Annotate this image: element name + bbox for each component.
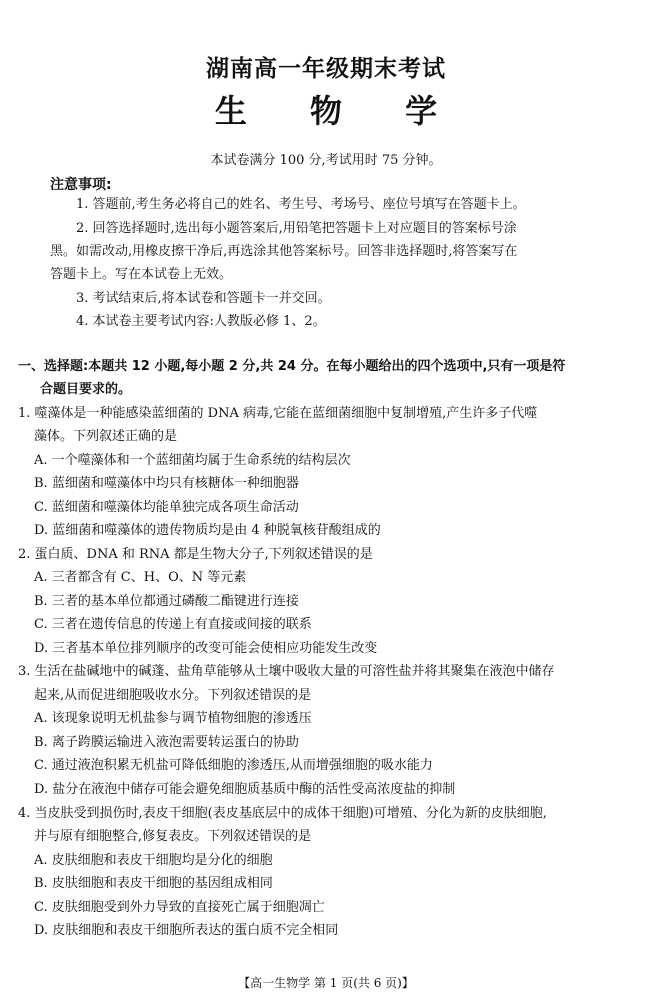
question-stem-cont: 藻体。下列叙述正确的是	[34, 429, 178, 444]
section-heading-cont: 合题目要求的。	[40, 382, 132, 397]
option-b: B. 蓝细菌和噬藻体中均只有核糖体一种细胞器	[34, 476, 299, 491]
question-stem-cont: 并与原有细胞整合,修复表皮。下列叙述错误的是	[34, 829, 312, 844]
exam-info: 本试卷满分 100 分,考试用时 75 分钟。	[210, 153, 442, 168]
question-stem: 1. 噬藻体是一种能感染蓝细菌的 DNA 病毒,它能在蓝细菌细胞中复制增殖,产生许多子代噬	[18, 406, 538, 421]
option-a: A. 该现象说明无机盐参与调节植物细胞的渗透压	[34, 711, 312, 726]
option-b: B. 三者的基本单位都通过磷酸二酯键进行连接	[34, 594, 299, 609]
option-b: B. 离子跨膜运输进入液泡需要转运蛋白的协助	[34, 735, 299, 750]
option-d: D. 皮肤细胞和表皮干细胞所表达的蛋白质不完全相同	[34, 923, 339, 938]
option-a: A. 皮肤细胞和表皮干细胞均是分化的细胞	[34, 853, 273, 868]
question-stem-cont: 起来,从而促进细胞吸收水分。下列叙述错误的是	[34, 688, 312, 703]
notice-line: 2. 回答选择题时,选出每小题答案后,用铅笔把答题卡上对应题目的答案标号涂	[76, 221, 517, 236]
notice-line: 黑。如需改动,用橡皮擦干净后,再选涂其他答案标号。回答非选择题时,将答案写在	[50, 244, 518, 259]
question-stem: 3. 生活在盐碱地中的碱蓬、盐角草能够从土壤中吸收大量的可溶性盐并将其聚集在液泡中储存	[18, 664, 555, 679]
option-a: A. 一个噬藻体和一个蓝细菌均属于生命系统的结构层次	[34, 453, 351, 468]
option-d: D. 三者基本单位排列顺序的改变可能会使相应功能发生改变	[34, 641, 378, 656]
option-c: C. 蓝细菌和噬藻体均能单独完成各项生命活动	[34, 500, 299, 515]
question-stem: 4. 当皮肤受到损伤时,表皮干细胞(表皮基底层中的成体干细胞)可增殖、分化为新的皮肤细胞,	[18, 806, 547, 821]
option-c: C. 通过液泡积累无机盐可降低细胞的渗透压,从而增强细胞的吸水能力	[34, 758, 433, 773]
option-c: C. 皮肤细胞受到外力导致的直接死亡属于细胞凋亡	[34, 900, 325, 915]
option-b: B. 皮肤细胞和表皮干细胞的基因组成相同	[34, 876, 273, 891]
option-d: D. 盐分在液泡中储存可能会避免细胞质基质中酶的活性受高浓度盐的抑制	[34, 782, 456, 797]
notice-line: 答题卡上。写在本试卷上无效。	[50, 267, 233, 282]
option-a: A. 三者都含有 C、H、O、N 等元素	[34, 570, 247, 585]
question-stem: 2. 蛋白质、DNA 和 RNA 都是生物大分子,下列叙述错误的是	[18, 547, 373, 562]
exam-title: 湖南高一年级期末考试	[206, 56, 446, 82]
notice-line: 3. 考试结束后,将本试卷和答题卡一并交回。	[76, 291, 331, 306]
section-heading: 一、选择题:本题共 12 小题,每小题 2 分,共 24 分。在每小题给出的四个选项中,只有一项是符	[18, 359, 566, 374]
option-c: C. 三者在遗传信息的传递上有直接或间接的联系	[34, 617, 312, 632]
page-footer: 【高一生物学 第 1 页(共 6 页)】	[238, 976, 414, 990]
notice-heading: 注意事项:	[50, 177, 112, 193]
subject-title: 生 物 学	[214, 92, 464, 130]
notice-line: 4. 本试卷主要考试内容:人教版必修 1、2。	[76, 314, 326, 329]
option-d: D. 蓝细菌和噬藻体的遗传物质均是由 4 种脱氧核苷酸组成的	[34, 523, 381, 538]
notice-line: 1. 答题前,考生务必将自己的姓名、考生号、考场号、座位号填写在答题卡上。	[76, 197, 526, 212]
